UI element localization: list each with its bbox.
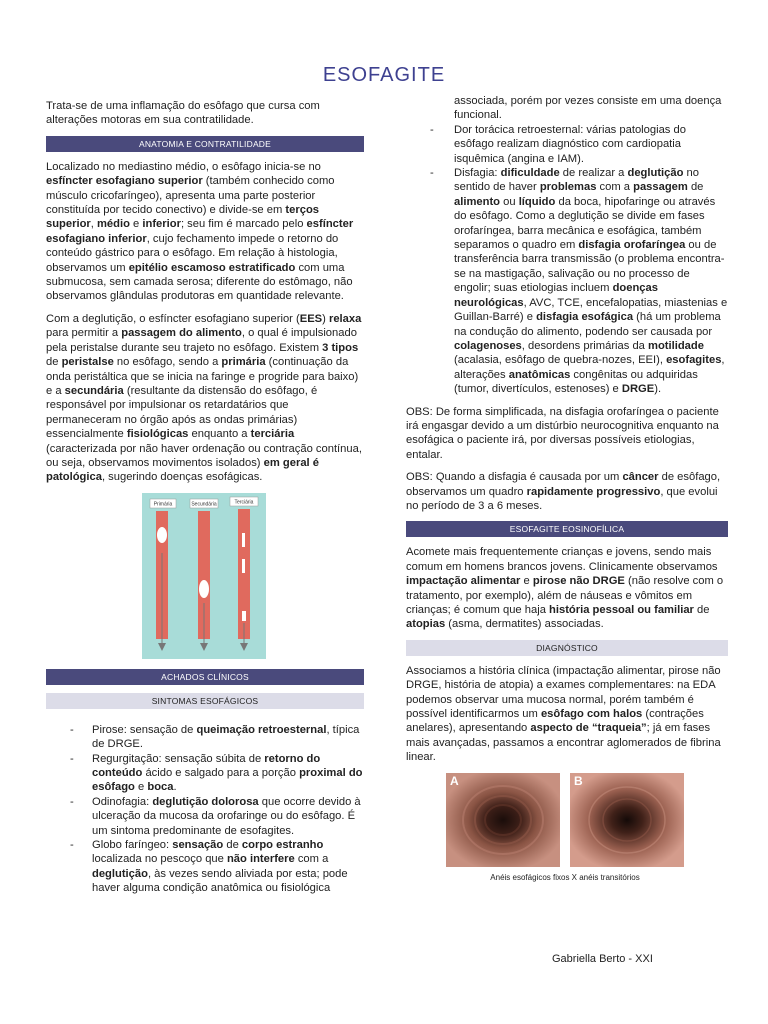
peristalsis-figure [142, 493, 266, 659]
list-item-disfagia: - Disfagia: dificuldade de realizar a deglutição no sentido de haver problemas com a passagem de alimento ou líquido da boca, hipofaringe ou através do esôfago. Como a deglutição se divide em fases orofaríngea, barra mecânica e esofágica, também separamos o quadro em disfagia orofaríngea ou de transferência barra transmissão (o problema encontra-se na mastigação, salivação ou no processo de engolir; suas etiologias incluem doenças neurológicas, AVC, TCE, encefalopatias, miastenias e Guillan-Barré) e disfagia esofágica (há um problema na condução do alimento, podendo ser causada por colagenoses, desordens primárias da motilidade (acalasia, esôfago de quebra-nozes, EEI), esofagites, alterações anatômicas congênitas ou adquiridas (tumor, divertículos, estenoses) e DRGE). [406, 166, 728, 397]
list-item-dor-toracica: - Dor torácica retroesternal: várias patologias do esôfago realizam diagnóstico com cardiopatia isquêmica (angina e IAM). [406, 123, 728, 166]
sintomas-list-continued [406, 94, 728, 397]
section-header-sintomas: SINTOMAS ESOFÁGICOS [46, 693, 364, 709]
sintomas-list [46, 723, 364, 896]
list-item-globo: - Globo faríngeo: sensação de corpo estranho localizada no pescoço que não interfere com a deglutição, às vezes sendo aliviada por esta; pode haver alguma condição anatômica ou fisiológica [46, 838, 364, 896]
section-header-eosinofilica: ESOFAGITE EOSINOFÍLICA [406, 521, 728, 537]
anatomia-paragraph-2: Com a deglutição, o esfíncter esofagiano superior (EES) relaxa para permitir a passagem do alimento, o qual é impulsionado pela peristalse durante seu trajeto no esôfago. Existem 3 tipos de peristalse no esôfago, sendo a primária (continuação da onda peristáltica que se inicia na faringe e progride para baixo) e a secundária (resultante da distensão do esôfago, é responsável por impulsionar os retardatários que permaneceram no órgão após as ondas primárias) essencialmente fisiológicas enquanto a terciária (caracterizada por não haver ordenação ou contração contínua, ou seja, observamos movimentos isolados) em geral é patológica, sugerindo doenças esofágicas. [46, 312, 362, 484]
list-item-pirose: - Pirose: sensação de queimação retroesternal, típica de DRGE. [46, 723, 364, 752]
image-label-b: B [574, 773, 583, 788]
section-header-diagnostico: DIAGNÓSTICO [406, 640, 728, 656]
label-terciaria: Terciária [234, 499, 254, 506]
bolus-primaria [157, 527, 167, 543]
anatomia-paragraph-1: Localizado no mediastino médio, o esôfago inicia-se no esfíncter esofagiano superior (também conhecido como músculo cricofaríngeo), apresenta uma parte posterior constituída por tecido conectivo) e divide-se em terços superior, médio e inferior; seu fim é marcado pelo esfíncter esofagiano inferior, cujo fechamento impede o retorno do conteúdo gástrico para o esôfago. Em relação à histologia, observamos um epitélio escamoso estratificado com uma submucosa, sem camada serosa; diferente do estômago, não observamos glândulas produtoras em quantidade relevante. [46, 160, 354, 303]
page-title: ESOFAGITE [322, 64, 446, 86]
bolus-terciaria-3 [242, 611, 246, 621]
diagnostico-paragraph: Associamos a história clínica (impactação alimentar, pirose não DRGE, história de atopia) a exames complementares: na EDA podemos observar uma mucosa normal, porém também é possível identificarmos um esôfago com halos (contrações anelares), apresentando aspecto de “traqueia”; já em fases mais avançadas, passamos a encontrar aglomerados de fibrina linear. [406, 664, 721, 764]
bolus-terciaria-1 [242, 533, 245, 547]
intro-paragraph: Trata-se de uma inflamação do esôfago que cursa com alterações motoras em sua contratilidade. [46, 100, 320, 127]
endoscopy-figure [446, 773, 684, 867]
section-header-achados: ACHADOS CLÍNICOS [46, 669, 364, 685]
section-header-anatomia: ANATOMIA E CONTRATILIDADE [46, 136, 364, 152]
list-item-globo-continued: associada, porém por vezes consiste em uma doença funcional. [454, 95, 722, 122]
image-label-a: A [450, 773, 459, 788]
eosinofilica-paragraph: Acomete mais frequentemente crianças e jovens, sendo mais comum em homens brancos jovens. Clinicamente observamos impactação alimentar e pirose não DRGE (não resolve com o tratamento, por exemplo), além de náuseas e vômitos em crianças; é comum que haja história pessoal ou familiar de atopias (asma, dermatites) associadas. [406, 546, 724, 631]
list-item-odinofagia: - Odinofagia: deglutição dolorosa que ocorre devido à ulceração da mucosa da orofaringe ou do esôfago. É um sintoma predominante de esofagites. [46, 795, 364, 838]
left-column [46, 99, 364, 896]
label-secundaria: Secundária [191, 501, 217, 508]
label-primaria: Primária [153, 501, 173, 508]
right-column [406, 94, 728, 885]
list-item-regurgitacao: - Regurgitação: sensação súbita de retorno do conteúdo ácido e salgado para a porção proximal do esôfago e boca. [46, 752, 364, 795]
obs-paragraph-1: OBS: De forma simplificada, na disfagia orofaríngea o paciente irá engasgar devido a um distúrbio neurocognitiva enquanto na esofágica o paciente irá, por diversas possíveis etiologias, entalar. [406, 405, 719, 461]
bolus-secundaria [199, 580, 209, 598]
obs-paragraph-2: OBS: Quando a disfagia é causada por um câncer de esôfago, observamos um quadro rapidamente progressivo, que evolui no período de 3 a 6 meses. [406, 471, 721, 512]
footer-author: Gabriella Berto - XXI [552, 953, 653, 965]
endoscopy-caption: Anéis esofágicos fixos X anéis transitórios [490, 872, 640, 882]
bolus-terciaria-2 [242, 559, 245, 573]
